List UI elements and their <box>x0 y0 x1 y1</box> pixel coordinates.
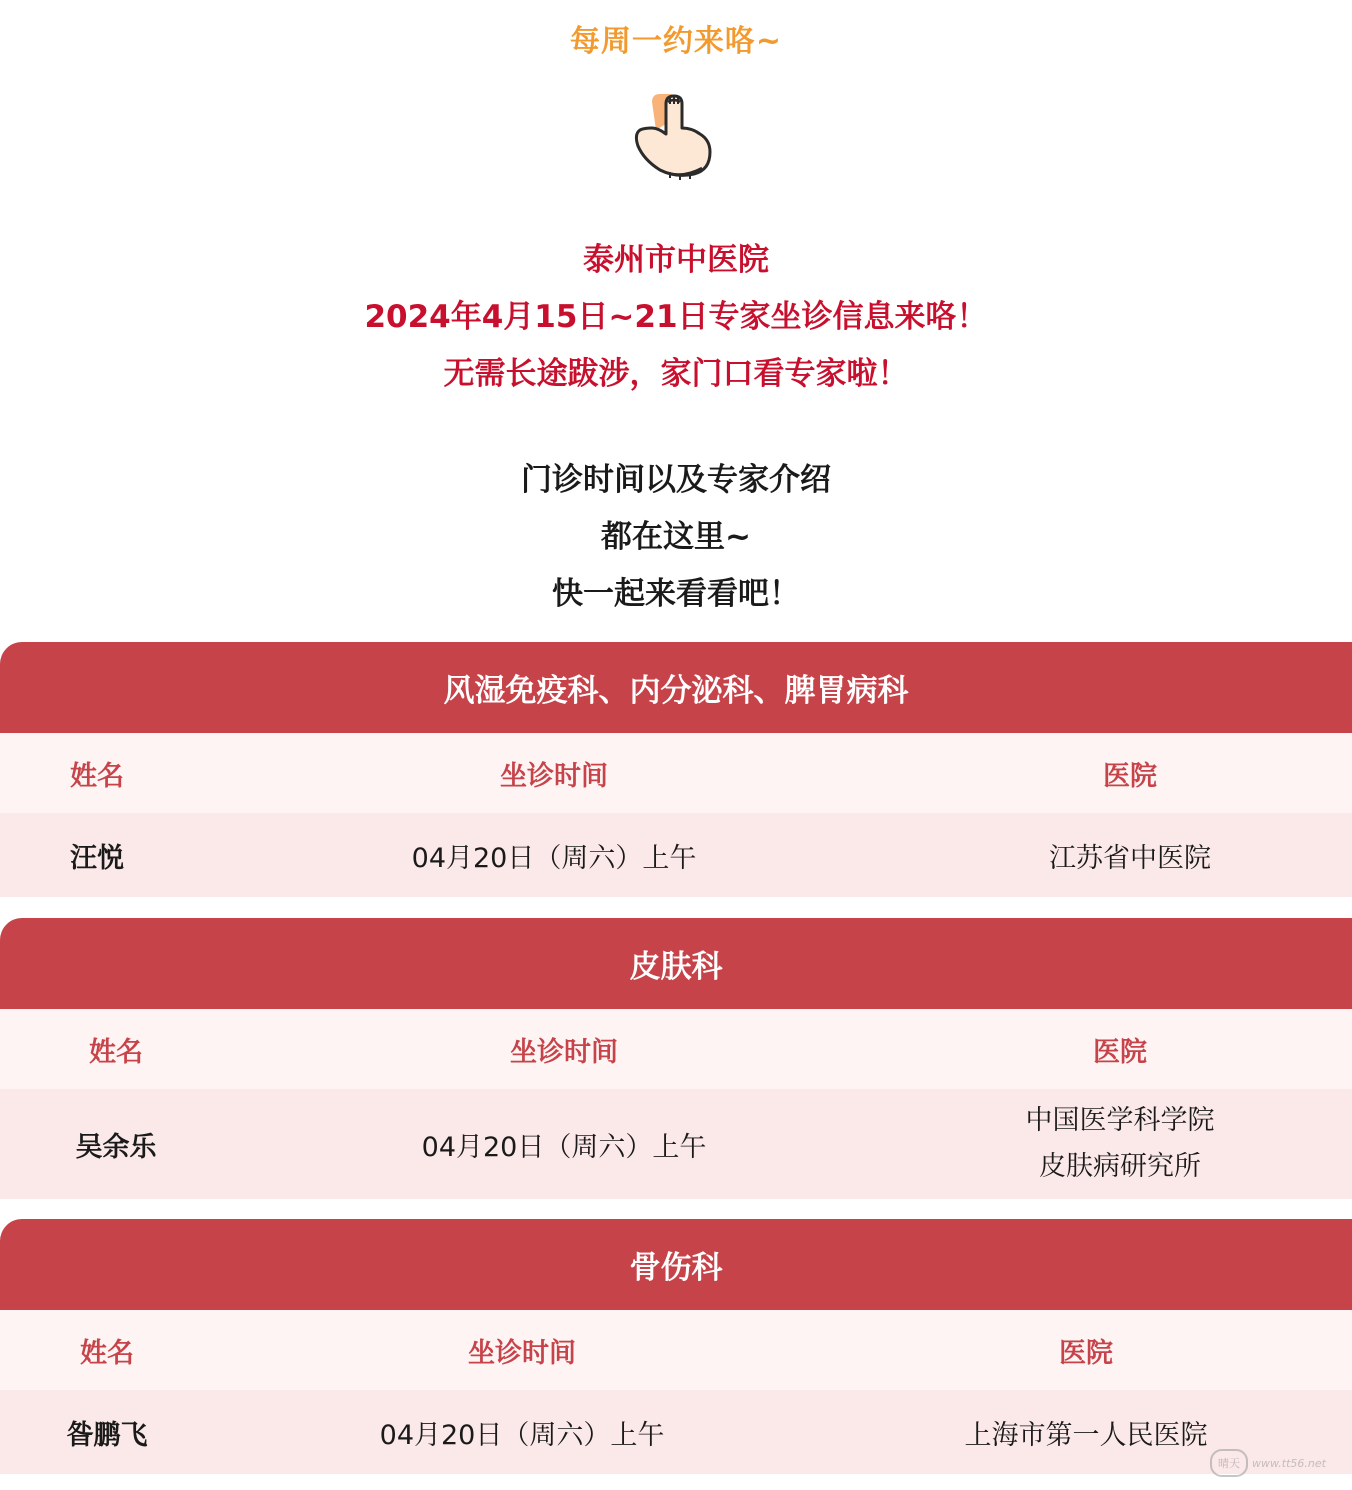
watermark <box>1210 1448 1342 1478</box>
doctor-name: 昝鹏飞 <box>66 1419 148 1451</box>
column-header-time: 坐诊时间 <box>510 1036 618 1068</box>
column-header-hospital: 医院 <box>1059 1337 1113 1369</box>
hospital-name-line-1: 中国医学科学院 <box>1025 1105 1215 1136</box>
department-title: 骨伤科 <box>0 1219 1352 1310</box>
clinic-time: 04月20日（周六）上午 <box>379 1419 665 1451</box>
doctor-name: 吴余乐 <box>75 1131 157 1163</box>
hospital-name-line-2: 皮肤病研究所 <box>1039 1151 1201 1182</box>
pointing-hand-icon <box>630 90 716 182</box>
hospital-name: 江苏省中医院 <box>1049 842 1211 874</box>
table-row <box>0 1390 1352 1474</box>
intro-line-3: 快一起来看看吧！ <box>552 576 800 612</box>
table-header-row <box>0 1009 1352 1089</box>
department-title: 风湿免疫科、内分泌科、脾胃病科 <box>0 642 1352 733</box>
doctor-name: 汪悦 <box>70 842 124 874</box>
column-header-name: 姓名 <box>70 760 124 792</box>
schedule-headline: 2024年4月15日~21日专家坐诊信息来咯！ <box>364 299 988 335</box>
column-header-name: 姓名 <box>80 1337 134 1369</box>
table-header-row <box>0 1310 1352 1390</box>
table-header-row <box>0 733 1352 813</box>
table-row <box>0 813 1352 897</box>
hospital-name <box>920 1089 1320 1199</box>
slogan: 无需长途跋涉，家门口看专家啦！ <box>443 356 909 392</box>
department-section <box>0 642 1352 897</box>
department-title: 皮肤科 <box>0 918 1352 1009</box>
table-row <box>0 1089 1352 1199</box>
column-header-hospital: 医院 <box>1093 1036 1147 1068</box>
intro-line-1: 门诊时间以及专家介绍 <box>521 462 831 498</box>
hospital-name: 上海市第一人民医院 <box>964 1419 1208 1451</box>
clinic-time: 04月20日（周六）上午 <box>421 1131 707 1163</box>
watermark-logo: 晴天 <box>1210 1449 1248 1477</box>
intro-black <box>0 452 1352 623</box>
column-header-time: 坐诊时间 <box>500 760 608 792</box>
department-section <box>0 1219 1352 1474</box>
department-section <box>0 918 1352 1199</box>
column-header-hospital: 医院 <box>1103 760 1157 792</box>
column-header-name: 姓名 <box>89 1036 143 1068</box>
column-header-time: 坐诊时间 <box>468 1337 576 1369</box>
hospital-title: 泰州市中医院 <box>583 242 769 278</box>
clinic-time: 04月20日（周六）上午 <box>411 842 697 874</box>
intro-line-2: 都在这里~ <box>601 519 751 555</box>
intro-red <box>0 232 1352 403</box>
watermark-url: www.tt56.net <box>1252 1456 1326 1470</box>
page-tagline: 每周一约来咯~ <box>569 24 783 59</box>
